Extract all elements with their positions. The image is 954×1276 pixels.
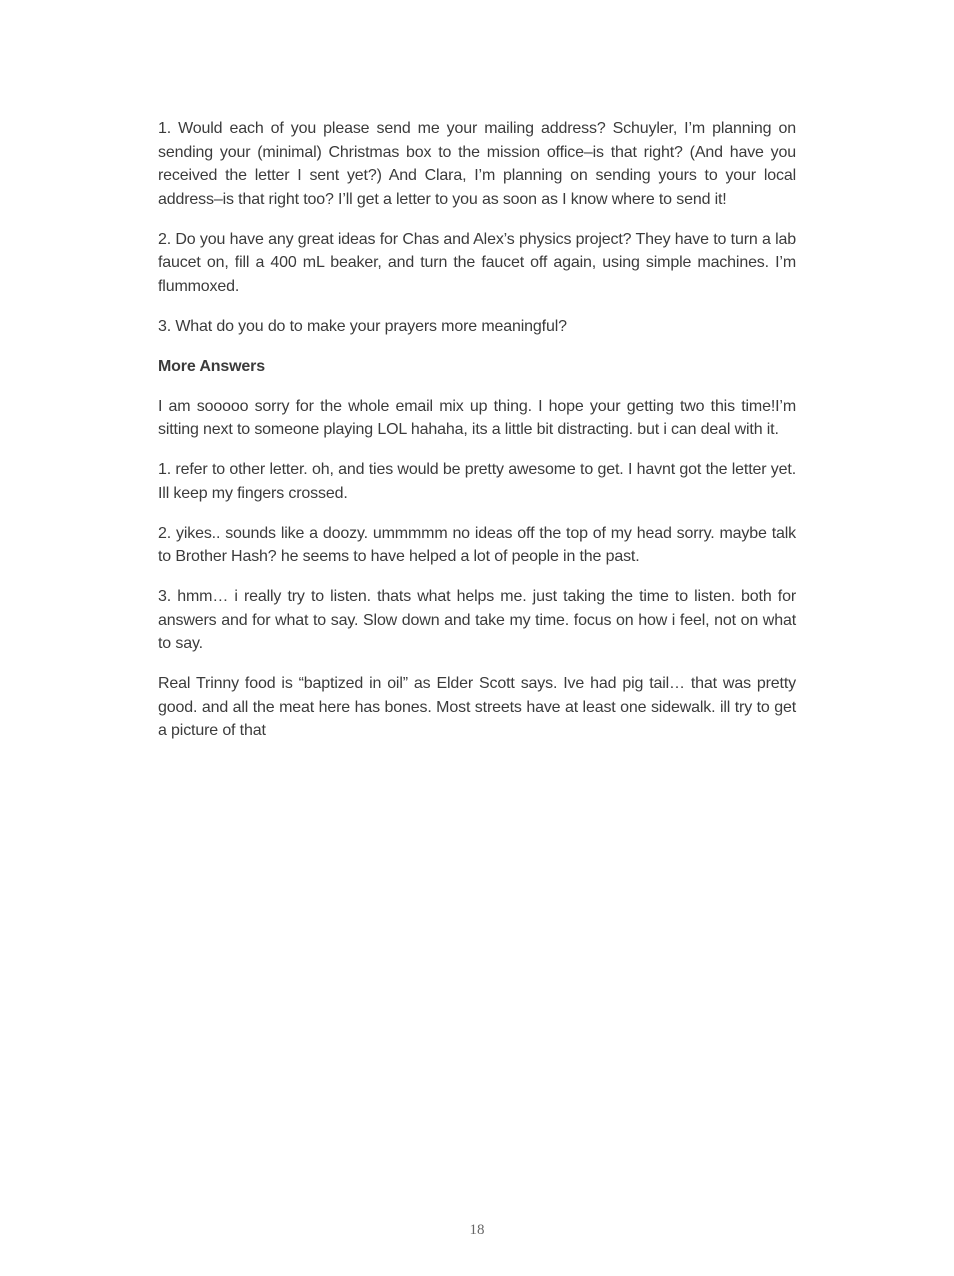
paragraph-answer-2: 2. yikes.. sounds like a doozy. ummmmm no ideas off the top of my head sorry. maybe talk to Brother Hash? he seems to have helped a lot of people in the past. [158, 524, 796, 565]
paragraph-question-3: 3. What do you do to make your prayers more meaningful? [158, 317, 567, 335]
paragraph-question-1: 1. Would each of you please send me your mailing address? Schuyler, I’m planning on sending your (minimal) Christmas box to the mission office–is that right? (And have you received the letter I sent yet?) And Clara, I’m planning on sending yours to your local address–is that right too? I’ll get a letter to you as soon as I know where to send it! [158, 120, 796, 208]
paragraph-question-2: 2. Do you have any great ideas for Chas and Alex’s physics project? They have to turn a lab faucet on, fill a 400 mL beaker, and turn the faucet off again, using simple machines. I’m flummoxed. [158, 230, 796, 295]
paragraph-answer-3: 3. hmm… i really try to listen. thats what helps me. just taking the time to listen. both for answers and for what to say. Slow down and take my time. focus on how i feel, not on what to say. [158, 588, 796, 652]
page-number: 18 [469, 1222, 485, 1238]
page-body [158, 117, 796, 759]
paragraph-closing: Real Trinny food is “baptized in oil” as Elder Scott says. Ive had pig tail… that was pretty good. and all the meat here has bones. Most streets have at least one sidewalk. ill try to get a picture of that [158, 675, 796, 739]
paragraph-answer-1: 1. refer to other letter. oh, and ties would be pretty awesome to get. I havnt got the letter yet. Ill keep my fingers crossed. [158, 461, 796, 502]
section-heading: More Answers [158, 357, 265, 375]
paragraph-intro-answer: I am sooooo sorry for the whole email mix up thing. I hope your getting two this time!I’m sitting next to someone playing LOL hahaha, its a little bit distracting. but i can deal with it. [158, 397, 796, 438]
